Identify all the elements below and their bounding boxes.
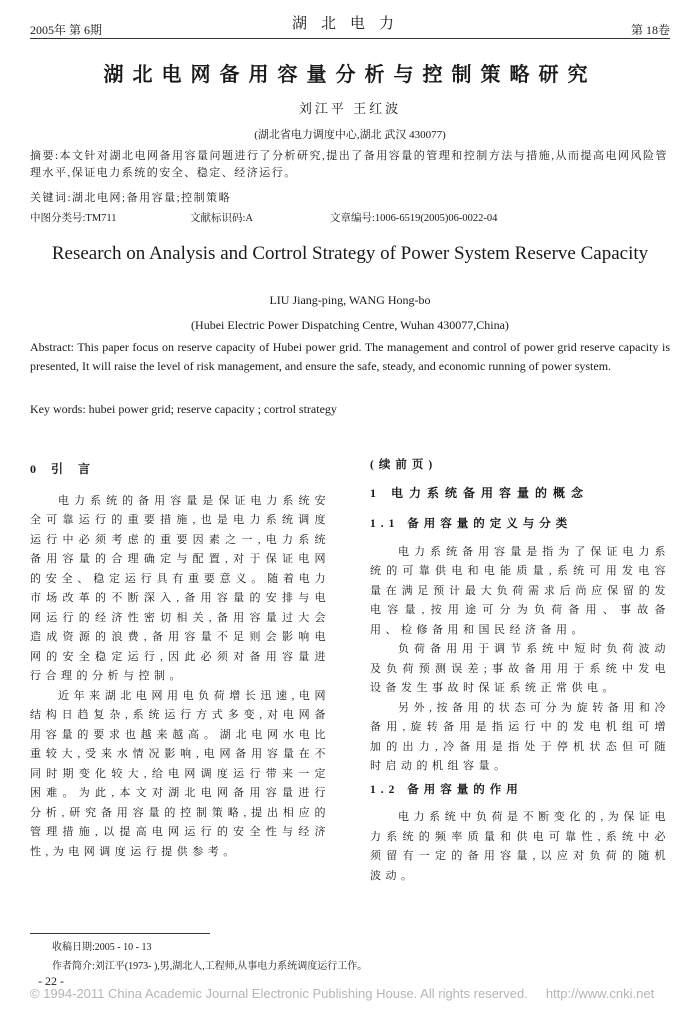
subsection-heading-1-2: 1.2 备用容量的作用 bbox=[370, 783, 523, 796]
body-paragraph: 近年来湖北电网用电负荷增长迅速,电网结构日趋复杂,系统运行方式多变,对电网备用容量的要求也越来越高。湖北电网水电比重较大,受来水情况影响,电网备用容量在不同时期变化较大,给电网调度运行带来一定困难。为此,本文对湖北电网备用容量进行分析,研究备用容量的控制策略,提出相应的管理措施,以提高电网运行的安全性与经济性,为电网调度运行提供参考。 bbox=[30, 689, 330, 858]
authors-cn: 刘江平 王红波 bbox=[298, 101, 402, 116]
page-number: - 22 - bbox=[38, 974, 64, 988]
continued-note: (续前页) bbox=[370, 459, 438, 471]
body-column-right bbox=[370, 452, 670, 886]
document-code: 文献标识码:A bbox=[190, 213, 253, 224]
copyright-text: © 1994-2011 China Academic Journal Electronic Publishing House. All rights reserved. bbox=[30, 986, 528, 1001]
keywords-cn: 关键词:湖北电网;备用容量;控制策略 bbox=[30, 192, 232, 204]
footnote-received-date: 收稿日期:2005 - 10 - 13 bbox=[52, 942, 152, 953]
affiliation-cn: (湖北省电力调度中心,湖北 武汉 430077) bbox=[254, 129, 446, 141]
footnote-rule bbox=[30, 933, 210, 934]
body-paragraph: 电力系统中负荷是不断变化的,为保证电力系统的频率质量和供电可靠性,系统中必须留有一定的备用容量,以应对负荷的随机波动。 bbox=[370, 811, 670, 882]
body-paragraph: 负荷备用用于调节系统中短时负荷波动及负荷预测误差;事故备用用于系统中发电设备发生事故时保证系统正常供电。 bbox=[370, 643, 670, 694]
body-paragraph: 另外,按备用的状态可分为旋转备用和冷备用,旋转备用是指运行中的发电机组可增加的出力,冷备用是指处于停机状态但可随时启动的机组容量。 bbox=[370, 701, 670, 772]
body-paragraph: 电力系统的备用容量是保证电力系统安全可靠运行的重要措施,也是电力系统调度运行中必须考虑的重要因素之一,电力系统备用容量的合理确定与配置,对于保证电网的安全、稳定运行具有重要意义。随着电力市场改革的不断深入,备用容量的安排与电网运行的经济性密切相关,备用容量过大会造成资源的浪费,备用容量不足则会影响电网的安全稳定运行,因此必须对备用容量进行合理的分析与控制。 bbox=[30, 494, 330, 682]
subsection-heading-1-1: 1.1 备用容量的定义与分类 bbox=[370, 518, 573, 530]
copyright-notice bbox=[30, 986, 654, 1001]
header-issue: 2005年 第 6期 bbox=[30, 23, 103, 37]
abstract-en: Abstract: This paper focus on reserve capacity of Hubei power grid. The management and control of power grid reserve capacity is presented, It will raise the level of risk management, and ensure the safe, steady, and economic running of power system. bbox=[30, 340, 670, 373]
authors-en: LIU Jiang-ping, WANG Hong-bo bbox=[269, 293, 431, 307]
section-heading-introduction: 0 引 言 bbox=[30, 462, 97, 476]
header-volume: 第 18卷 bbox=[630, 23, 670, 37]
keywords-en: Key words: hubei power grid; reserve capacity ; cortrol strategy bbox=[30, 402, 337, 416]
section-heading-1: 1 电力系统备用容量的概念 bbox=[370, 485, 590, 500]
copyright-url[interactable]: http://www.cnki.net bbox=[545, 986, 655, 1001]
body-paragraph: 电力系统备用容量是指为了保证电力系统的可靠供电和电能质量,系统可用发电容量在满足预计最大负荷需求后尚应保留的发电容量,按用途可分为负荷备用、事故备用、检修备用和国民经济备用。 bbox=[370, 545, 670, 636]
footnote-author-bio: 作者简介:刘江平(1973- ),男,湖北人,工程师,从事电力系统调度运行工作。 bbox=[52, 961, 368, 972]
paper-title-en: Research on Analysis and Cortrol Strategy of Power System Reserve Capacity bbox=[51, 243, 649, 264]
abstract-cn: 摘要:本文针对湖北电网备用容量问题进行了分析研究,提出了备用容量的管理和控制方法与措施,从而提高电网风险管理水平,保证电力系统的安全、稳定、经济运行。 bbox=[30, 150, 669, 179]
body-column-left bbox=[30, 460, 330, 862]
classification-line bbox=[30, 210, 670, 227]
article-number: 文章编号:1006-6519(2005)06-0022-04 bbox=[330, 213, 498, 224]
paper-title-cn: 湖北电网备用容量分析与控制策略研究 bbox=[103, 64, 597, 86]
journal-name: 湖北电力 bbox=[291, 16, 408, 32]
affiliation-en: (Hubei Electric Power Dispatching Centre, Wuhan 430077,China) bbox=[191, 318, 509, 332]
header-rule bbox=[30, 38, 670, 39]
class-number: 中图分类号:TM711 bbox=[30, 213, 117, 224]
